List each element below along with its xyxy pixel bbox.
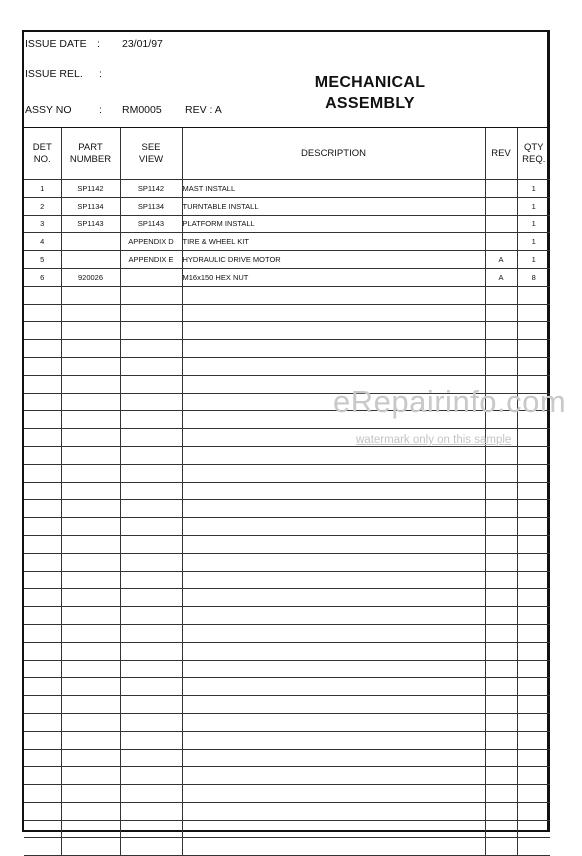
cell-det (24, 838, 61, 856)
title-line-2: ASSEMBLY (325, 95, 415, 112)
cell-part (61, 411, 120, 429)
cell-see (120, 518, 182, 536)
cell-see (120, 678, 182, 696)
cell-part (61, 713, 120, 731)
cell-det (24, 357, 61, 375)
cell-desc (182, 357, 485, 375)
table-row (24, 215, 550, 233)
cell-rev (485, 660, 517, 678)
cell-det (24, 571, 61, 589)
cell-see (120, 393, 182, 411)
cell-part (61, 340, 120, 358)
cell-desc (182, 660, 485, 678)
cell-qty (517, 357, 550, 375)
table-header-row (24, 128, 550, 180)
issue-date-separator: : (97, 38, 100, 50)
cell-see (120, 268, 182, 286)
cell-det: 6 (24, 268, 61, 286)
cell-see (120, 357, 182, 375)
cell-part (61, 571, 120, 589)
cell-qty (517, 518, 550, 536)
cell-part (61, 535, 120, 553)
blank-row (24, 500, 550, 518)
cell-qty (517, 482, 550, 500)
cell-rev (485, 589, 517, 607)
blank-row (24, 624, 550, 642)
cell-det (24, 446, 61, 464)
cell-see (120, 571, 182, 589)
cell-part: SP1134 (61, 197, 120, 215)
table-row (24, 233, 550, 251)
cell-part (61, 553, 120, 571)
cell-see (120, 429, 182, 447)
blank-row (24, 713, 550, 731)
cell-see (120, 696, 182, 714)
cell-det (24, 322, 61, 340)
cell-det (24, 429, 61, 447)
cell-part (61, 767, 120, 785)
cell-see (120, 322, 182, 340)
cell-rev (485, 624, 517, 642)
title-line-1: MECHANICAL (314, 74, 426, 91)
cell-see (120, 500, 182, 518)
cell-qty (517, 696, 550, 714)
cell-rev (485, 180, 517, 198)
cell-part (61, 251, 120, 269)
cell-rev (485, 820, 517, 838)
cell-rev (485, 357, 517, 375)
cell-part (61, 607, 120, 625)
table-row (24, 268, 550, 286)
cell-qty (517, 802, 550, 820)
cell-qty (517, 340, 550, 358)
cell-qty (517, 464, 550, 482)
blank-row (24, 696, 550, 714)
cell-part: SP1143 (61, 215, 120, 233)
cell-det (24, 518, 61, 536)
cell-rev (485, 482, 517, 500)
cell-det (24, 286, 61, 304)
rev-label: REV : A (185, 104, 222, 116)
cell-desc: M16x150 HEX NUT (182, 268, 485, 286)
cell-qty: 1 (517, 251, 550, 269)
blank-row (24, 749, 550, 767)
assy-no-label: ASSY NO (25, 104, 72, 116)
blank-row (24, 802, 550, 820)
cell-desc (182, 482, 485, 500)
blank-row (24, 660, 550, 678)
table-row (24, 197, 550, 215)
cell-qty (517, 767, 550, 785)
cell-qty (517, 286, 550, 304)
cell-desc (182, 304, 485, 322)
title-block (24, 32, 547, 128)
cell-rev (485, 446, 517, 464)
blank-row (24, 535, 550, 553)
cell-rev (485, 731, 517, 749)
cell-qty (517, 553, 550, 571)
blank-row (24, 482, 550, 500)
cell-det (24, 642, 61, 660)
cell-desc (182, 535, 485, 553)
watermark-note: watermark only on this sample (356, 434, 512, 446)
cell-qty: 1 (517, 197, 550, 215)
cell-see (120, 535, 182, 553)
cell-see (120, 713, 182, 731)
cell-qty: 1 (517, 233, 550, 251)
issue-rel-label: ISSUE REL. (25, 68, 83, 80)
cell-det (24, 767, 61, 785)
cell-desc (182, 446, 485, 464)
cell-part (61, 286, 120, 304)
cell-see (120, 731, 182, 749)
cell-rev (485, 571, 517, 589)
col-header-see-view: SEE VIEW (120, 128, 182, 180)
cell-rev (485, 233, 517, 251)
cell-desc (182, 607, 485, 625)
cell-desc (182, 749, 485, 767)
col-header-rev: REV (485, 128, 517, 180)
cell-part (61, 357, 120, 375)
cell-rev (485, 535, 517, 553)
cell-part (61, 696, 120, 714)
cell-desc (182, 642, 485, 660)
cell-qty (517, 535, 550, 553)
blank-row (24, 731, 550, 749)
blank-row (24, 553, 550, 571)
col-header-qty-req: QTY REQ. (517, 128, 550, 180)
cell-part (61, 838, 120, 856)
parts-table (24, 128, 550, 856)
cell-see (120, 838, 182, 856)
assy-no-value: RM0005 (122, 104, 162, 116)
cell-desc: TIRE & WHEEL KIT (182, 233, 485, 251)
cell-qty (517, 820, 550, 838)
cell-det (24, 340, 61, 358)
cell-see: APPENDIX D (120, 233, 182, 251)
cell-det (24, 464, 61, 482)
blank-row (24, 785, 550, 803)
issue-rel-separator: : (99, 68, 102, 80)
blank-row (24, 357, 550, 375)
cell-part (61, 446, 120, 464)
cell-rev (485, 642, 517, 660)
cell-det (24, 607, 61, 625)
cell-desc (182, 286, 485, 304)
cell-det: 2 (24, 197, 61, 215)
cell-see: SP1142 (120, 180, 182, 198)
cell-qty (517, 607, 550, 625)
blank-row (24, 322, 550, 340)
cell-det (24, 678, 61, 696)
cell-part: SP1142 (61, 180, 120, 198)
cell-rev (485, 322, 517, 340)
cell-see (120, 286, 182, 304)
cell-rev (485, 767, 517, 785)
col-header-description: DESCRIPTION (182, 128, 485, 180)
cell-see (120, 624, 182, 642)
blank-row (24, 340, 550, 358)
blank-row (24, 820, 550, 838)
cell-part (61, 731, 120, 749)
cell-det (24, 411, 61, 429)
cell-desc (182, 767, 485, 785)
cell-see (120, 660, 182, 678)
cell-qty (517, 589, 550, 607)
col-header-det-no: DET NO. (24, 128, 61, 180)
cell-det (24, 393, 61, 411)
cell-part (61, 375, 120, 393)
blank-row (24, 571, 550, 589)
blank-row (24, 678, 550, 696)
cell-qty (517, 624, 550, 642)
cell-det (24, 820, 61, 838)
cell-qty (517, 660, 550, 678)
cell-part (61, 660, 120, 678)
cell-part (61, 820, 120, 838)
cell-desc (182, 713, 485, 731)
table-row (24, 251, 550, 269)
cell-det: 1 (24, 180, 61, 198)
cell-part (61, 624, 120, 642)
cell-det (24, 624, 61, 642)
cell-desc (182, 500, 485, 518)
cell-rev (485, 696, 517, 714)
cell-part (61, 785, 120, 803)
cell-see: SP1143 (120, 215, 182, 233)
cell-rev (485, 802, 517, 820)
cell-rev (485, 215, 517, 233)
issue-date-value: 23/01/97 (122, 38, 163, 50)
cell-rev: A (485, 251, 517, 269)
cell-desc (182, 820, 485, 838)
cell-see (120, 446, 182, 464)
cell-see (120, 820, 182, 838)
cell-desc (182, 731, 485, 749)
cell-part (61, 589, 120, 607)
cell-desc (182, 322, 485, 340)
cell-desc: HYDRAULIC DRIVE MOTOR (182, 251, 485, 269)
cell-desc (182, 785, 485, 803)
cell-part (61, 482, 120, 500)
issue-date-label: ISSUE DATE (25, 38, 87, 50)
blank-row (24, 304, 550, 322)
cell-see (120, 785, 182, 803)
cell-part (61, 749, 120, 767)
cell-part (61, 500, 120, 518)
cell-det (24, 749, 61, 767)
cell-desc (182, 464, 485, 482)
cell-part (61, 233, 120, 251)
cell-desc: TURNTABLE INSTALL (182, 197, 485, 215)
cell-rev (485, 607, 517, 625)
cell-qty: 1 (517, 180, 550, 198)
cell-part (61, 802, 120, 820)
parts-list-sheet (22, 30, 550, 832)
cell-qty (517, 429, 550, 447)
cell-qty (517, 322, 550, 340)
cell-det (24, 535, 61, 553)
cell-qty (517, 731, 550, 749)
cell-part (61, 518, 120, 536)
cell-det: 4 (24, 233, 61, 251)
blank-row (24, 607, 550, 625)
cell-det (24, 660, 61, 678)
cell-det (24, 553, 61, 571)
cell-qty: 8 (517, 268, 550, 286)
cell-qty (517, 500, 550, 518)
cell-det (24, 375, 61, 393)
cell-part (61, 642, 120, 660)
cell-see (120, 802, 182, 820)
watermark-site: eRepairinfo.com (333, 384, 567, 419)
blank-row (24, 838, 550, 856)
cell-rev (485, 464, 517, 482)
cell-part: 920026 (61, 268, 120, 286)
cell-rev: A (485, 268, 517, 286)
cell-rev (485, 838, 517, 856)
cell-part (61, 304, 120, 322)
blank-row (24, 518, 550, 536)
cell-qty (517, 749, 550, 767)
cell-rev (485, 197, 517, 215)
cell-part (61, 678, 120, 696)
cell-see (120, 553, 182, 571)
cell-det (24, 713, 61, 731)
cell-see (120, 482, 182, 500)
cell-desc (182, 553, 485, 571)
cell-desc (182, 678, 485, 696)
cell-see: SP1134 (120, 197, 182, 215)
cell-see (120, 767, 182, 785)
cell-rev (485, 340, 517, 358)
cell-det (24, 802, 61, 820)
cell-see (120, 340, 182, 358)
blank-row (24, 642, 550, 660)
cell-det (24, 731, 61, 749)
cell-det (24, 500, 61, 518)
cell-qty (517, 713, 550, 731)
cell-see (120, 642, 182, 660)
document-title (286, 72, 454, 114)
cell-qty (517, 304, 550, 322)
cell-see (120, 304, 182, 322)
cell-qty (517, 446, 550, 464)
cell-rev (485, 749, 517, 767)
assy-no-separator: : (99, 104, 102, 116)
cell-det (24, 482, 61, 500)
cell-see (120, 411, 182, 429)
cell-det (24, 304, 61, 322)
cell-det: 3 (24, 215, 61, 233)
cell-desc (182, 518, 485, 536)
cell-part (61, 322, 120, 340)
cell-qty (517, 642, 550, 660)
cell-desc (182, 802, 485, 820)
cell-qty: 1 (517, 215, 550, 233)
cell-see (120, 589, 182, 607)
cell-qty (517, 785, 550, 803)
blank-row (24, 446, 550, 464)
col-header-part-number: PART NUMBER (61, 128, 120, 180)
cell-desc (182, 571, 485, 589)
cell-qty (517, 838, 550, 856)
cell-desc: PLATFORM INSTALL (182, 215, 485, 233)
cell-qty (517, 571, 550, 589)
blank-row (24, 286, 550, 304)
cell-see (120, 464, 182, 482)
cell-desc (182, 589, 485, 607)
cell-see: APPENDIX E (120, 251, 182, 269)
cell-desc (182, 340, 485, 358)
cell-rev (485, 286, 517, 304)
cell-desc (182, 624, 485, 642)
cell-see (120, 607, 182, 625)
cell-det: 5 (24, 251, 61, 269)
blank-row (24, 767, 550, 785)
cell-det (24, 696, 61, 714)
cell-part (61, 393, 120, 411)
cell-see (120, 749, 182, 767)
cell-qty (517, 678, 550, 696)
cell-rev (485, 304, 517, 322)
blank-row (24, 589, 550, 607)
cell-rev (485, 553, 517, 571)
table-row (24, 180, 550, 198)
cell-desc: MAST INSTALL (182, 180, 485, 198)
cell-desc (182, 696, 485, 714)
cell-see (120, 375, 182, 393)
cell-det (24, 589, 61, 607)
cell-rev (485, 713, 517, 731)
blank-row (24, 464, 550, 482)
cell-rev (485, 785, 517, 803)
cell-part (61, 429, 120, 447)
cell-part (61, 464, 120, 482)
cell-rev (485, 500, 517, 518)
cell-rev (485, 518, 517, 536)
cell-det (24, 785, 61, 803)
cell-rev (485, 678, 517, 696)
cell-desc (182, 838, 485, 856)
